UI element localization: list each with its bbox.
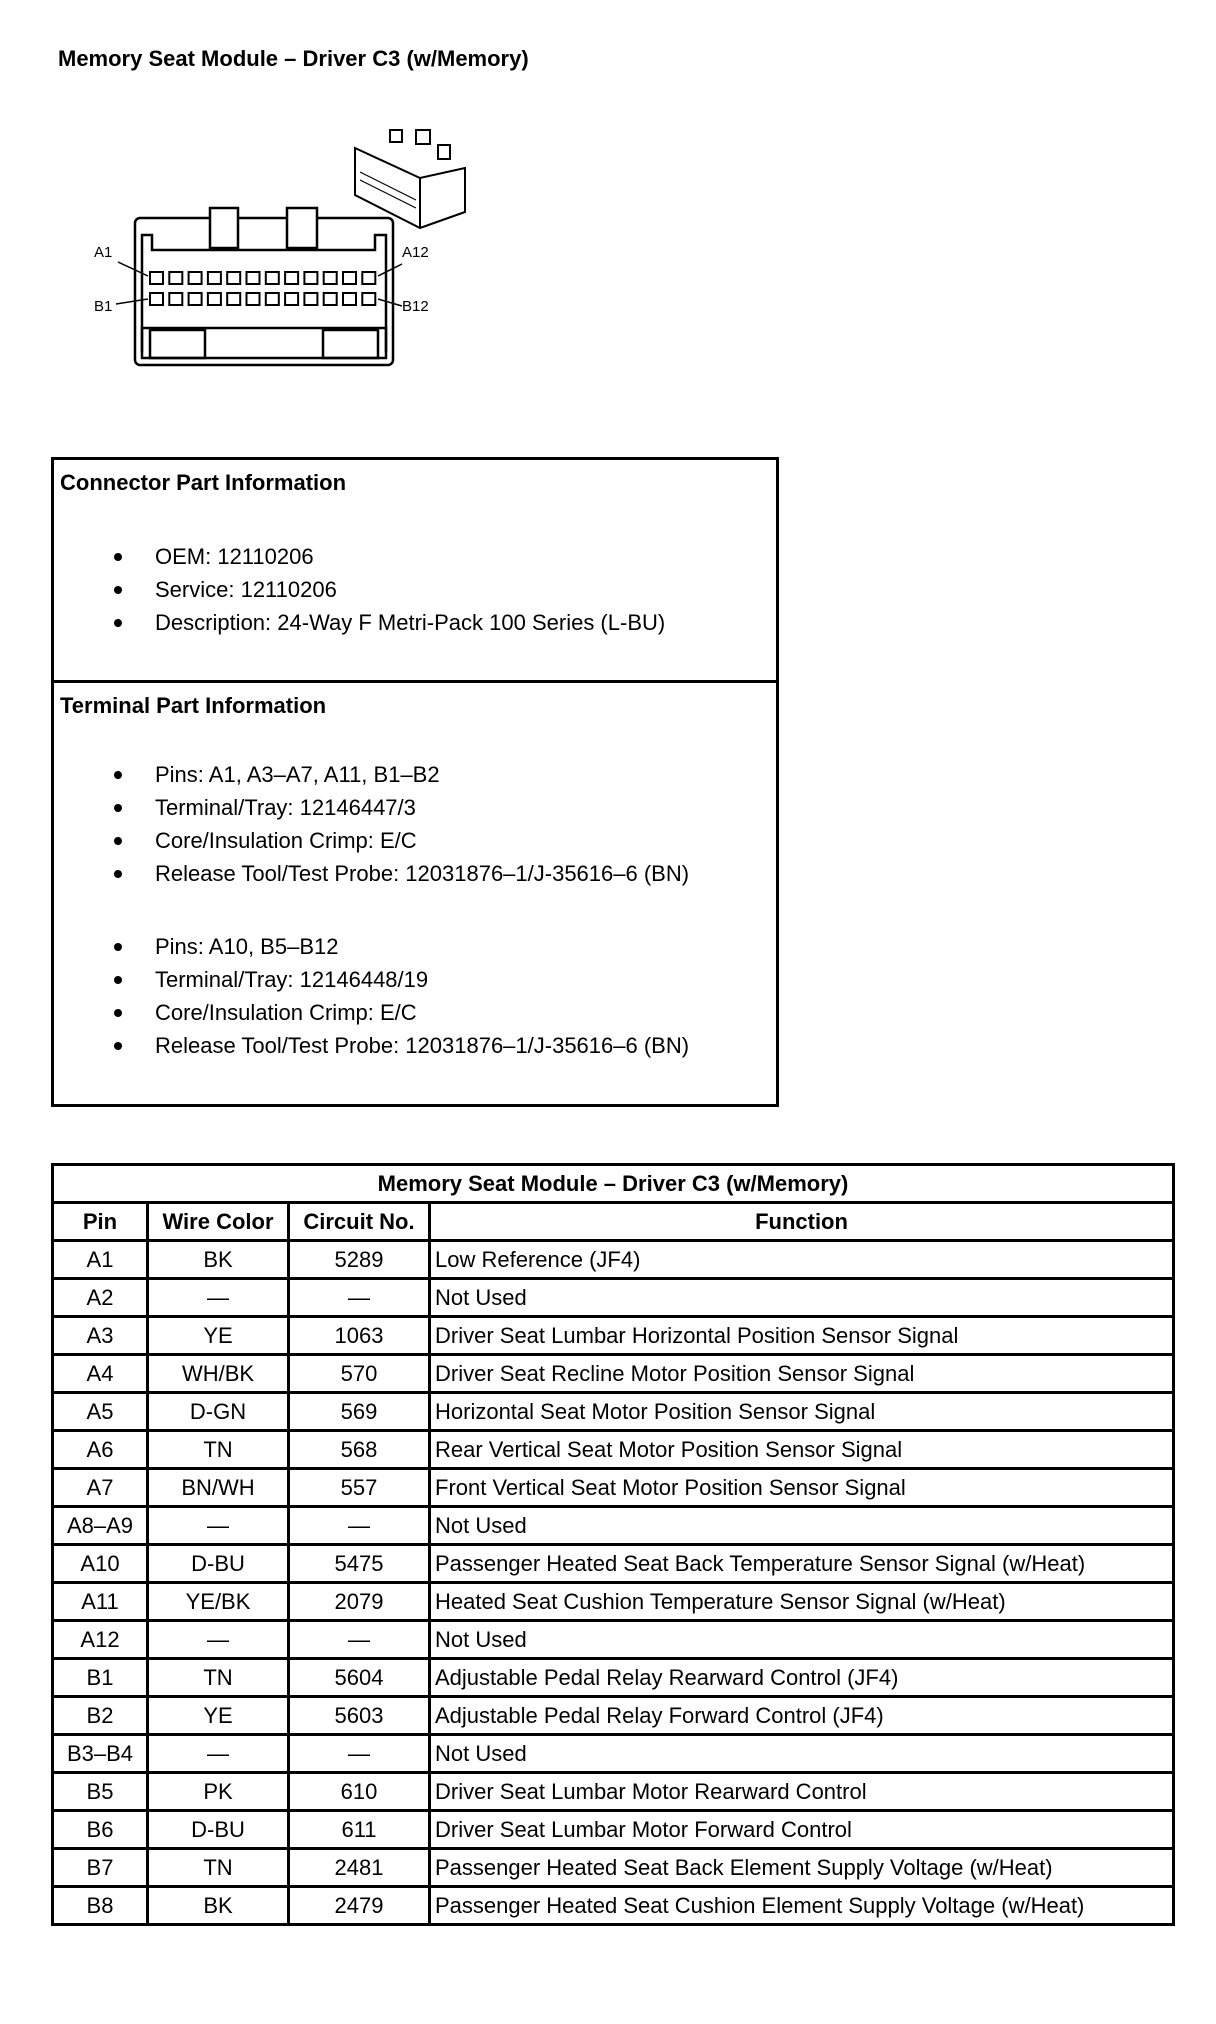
pin-cavity [324,293,337,305]
wire-color-cell: D-GN [148,1393,289,1431]
label-a12: A12 [402,244,429,261]
wire-color-cell: BN/WH [148,1469,289,1507]
pin-cell: B8 [53,1887,148,1925]
pin-cavity [324,272,337,284]
pin-cavity [150,272,163,284]
pin-cavity [189,272,202,284]
function-cell: Heated Seat Cushion Temperature Sensor Signal (w/Heat) [430,1583,1174,1621]
terminal-info-group-1 [109,758,689,890]
connector-info-list [109,540,665,639]
pin-cell: A5 [53,1393,148,1431]
table-row [53,1849,1174,1887]
pin-cell: A3 [53,1317,148,1355]
pin-cell: B5 [53,1773,148,1811]
pin-cell: A10 [53,1545,148,1583]
table-row [53,1735,1174,1773]
wire-color-cell: D-BU [148,1545,289,1583]
pin-cell: B6 [53,1811,148,1849]
pin-cavity [304,293,317,305]
label-b1: B1 [94,298,113,315]
table-row [53,1241,1174,1279]
table-row [53,1659,1174,1697]
wire-color-cell: YE/BK [148,1583,289,1621]
pin-cell: A11 [53,1583,148,1621]
wire-color-cell: YE [148,1317,289,1355]
pin-cell: A7 [53,1469,148,1507]
table-row [53,1507,1174,1545]
function-cell: Adjustable Pedal Relay Forward Control (JF4) [430,1697,1174,1735]
wire-color-cell: BK [148,1241,289,1279]
function-cell: Rear Vertical Seat Motor Position Sensor Signal [430,1431,1174,1469]
page-title: Memory Seat Module – Driver C3 (w/Memory) [58,46,529,71]
pin-cell: A2 [53,1279,148,1317]
circuit-no-cell: — [289,1507,430,1545]
part-information-box [51,457,779,1107]
circuit-no-cell: 5475 [289,1545,430,1583]
circuit-no-cell: 557 [289,1469,430,1507]
header-pin: Pin [53,1203,148,1241]
circuit-no-cell: 610 [289,1773,430,1811]
function-cell: Not Used [430,1735,1174,1773]
circuit-no-cell: 5289 [289,1241,430,1279]
table-row [53,1583,1174,1621]
pin-cell: B7 [53,1849,148,1887]
function-cell: Not Used [430,1507,1174,1545]
function-cell: Passenger Heated Seat Cushion Element Supply Voltage (w/Heat) [430,1887,1174,1925]
circuit-no-cell: 5603 [289,1697,430,1735]
pin-cavity [169,293,182,305]
list-item: Release Tool/Test Probe: 12031876–1/J-35616–6 (BN) [109,857,689,890]
table-row [53,1393,1174,1431]
pin-cavity [266,272,279,284]
pin-cell: A1 [53,1241,148,1279]
pin-cavity [343,293,356,305]
circuit-no-cell: 1063 [289,1317,430,1355]
table-row [53,1355,1174,1393]
circuit-no-cell: 2079 [289,1583,430,1621]
table-row [53,1887,1174,1925]
table-row [53,1469,1174,1507]
label-b12: B12 [402,298,429,315]
pin-cavity [189,293,202,305]
function-cell: Passenger Heated Seat Back Temperature Sensor Signal (w/Heat) [430,1545,1174,1583]
wire-color-cell: WH/BK [148,1355,289,1393]
pin-cell: A8–A9 [53,1507,148,1545]
function-cell: Front Vertical Seat Motor Position Sensor Signal [430,1469,1174,1507]
header-circuit-no: Circuit No. [289,1203,430,1241]
circuit-no-cell: 2481 [289,1849,430,1887]
circuit-no-cell: 611 [289,1811,430,1849]
table-row [53,1811,1174,1849]
wire-color-cell: TN [148,1849,289,1887]
pin-cavity [227,272,240,284]
list-item: Release Tool/Test Probe: 12031876–1/J-35616–6 (BN) [109,1029,689,1062]
wire-color-cell: BK [148,1887,289,1925]
circuit-no-cell: 5604 [289,1659,430,1697]
function-cell: Driver Seat Lumbar Horizontal Position Sensor Signal [430,1317,1174,1355]
circuit-no-cell: 570 [289,1355,430,1393]
pin-cell: B2 [53,1697,148,1735]
function-cell: Horizontal Seat Motor Position Sensor Signal [430,1393,1174,1431]
list-item: Description: 24-Way F Metri-Pack 100 Series (L-BU) [109,606,665,639]
circuit-no-cell: — [289,1735,430,1773]
wire-color-cell: TN [148,1431,289,1469]
function-cell: Passenger Heated Seat Back Element Supply Voltage (w/Heat) [430,1849,1174,1887]
wire-color-cell: — [148,1621,289,1659]
list-item: Terminal/Tray: 12146447/3 [109,791,689,824]
terminal-part-information [54,683,776,1104]
pin-cavity [343,272,356,284]
wire-color-cell: PK [148,1773,289,1811]
table-row [53,1621,1174,1659]
circuit-no-cell: 569 [289,1393,430,1431]
pin-cell: A12 [53,1621,148,1659]
header-wire-color: Wire Color [148,1203,289,1241]
terminal-info-heading: Terminal Part Information [60,693,327,718]
table-row [53,1279,1174,1317]
pin-cavity [362,293,375,305]
connector-part-information [54,460,776,683]
table-row [53,1773,1174,1811]
label-a1: A1 [94,244,113,261]
header-function: Function [430,1203,1174,1241]
list-item: Service: 12110206 [109,573,665,606]
list-item: Pins: A1, A3–A7, A11, B1–B2 [109,758,689,791]
wire-color-cell: D-BU [148,1811,289,1849]
terminal-info-group-2 [109,930,689,1062]
list-item: Terminal/Tray: 12146448/19 [109,963,689,996]
wire-color-cell: — [148,1735,289,1773]
circuit-no-cell: — [289,1279,430,1317]
table-row [53,1317,1174,1355]
connector-diagram [80,100,500,380]
circuit-no-cell: 568 [289,1431,430,1469]
pin-cavity [285,293,298,305]
pin-cavity [362,272,375,284]
table-row [53,1697,1174,1735]
function-cell: Not Used [430,1621,1174,1659]
pin-cell: B3–B4 [53,1735,148,1773]
list-item: Core/Insulation Crimp: E/C [109,824,689,857]
list-item: Pins: A10, B5–B12 [109,930,689,963]
pin-cavity [208,272,221,284]
pin-cell: B1 [53,1659,148,1697]
function-cell: Not Used [430,1279,1174,1317]
list-item: OEM: 12110206 [109,540,665,573]
function-cell: Low Reference (JF4) [430,1241,1174,1279]
wire-color-cell: TN [148,1659,289,1697]
wire-color-cell: YE [148,1697,289,1735]
connector-face [135,208,393,365]
table-row [53,1431,1174,1469]
connector-info-heading: Connector Part Information [60,470,347,495]
pin-cell: A6 [53,1431,148,1469]
pin-cavity [247,272,260,284]
circuit-no-cell: 2479 [289,1887,430,1925]
function-cell: Driver Seat Lumbar Motor Rearward Control [430,1773,1174,1811]
pin-cavity [266,293,279,305]
pin-cavity [169,272,182,284]
pin-cell: A4 [53,1355,148,1393]
pin-cavity [227,293,240,305]
table-row [53,1545,1174,1583]
function-cell: Driver Seat Lumbar Motor Forward Control [430,1811,1174,1849]
table-title: Memory Seat Module – Driver C3 (w/Memory) [53,1165,1174,1203]
pin-cavity [150,293,163,305]
wire-color-cell: — [148,1507,289,1545]
wire-color-cell: — [148,1279,289,1317]
pin-cavity [285,272,298,284]
pin-cavity [304,272,317,284]
pinout-table [51,1163,1175,1926]
circuit-no-cell: — [289,1621,430,1659]
pin-cavity [208,293,221,305]
pin-cavity [247,293,260,305]
connector-3d-icon [355,130,465,228]
list-item: Core/Insulation Crimp: E/C [109,996,689,1029]
function-cell: Driver Seat Recline Motor Position Sensor Signal [430,1355,1174,1393]
function-cell: Adjustable Pedal Relay Rearward Control (JF4) [430,1659,1174,1697]
